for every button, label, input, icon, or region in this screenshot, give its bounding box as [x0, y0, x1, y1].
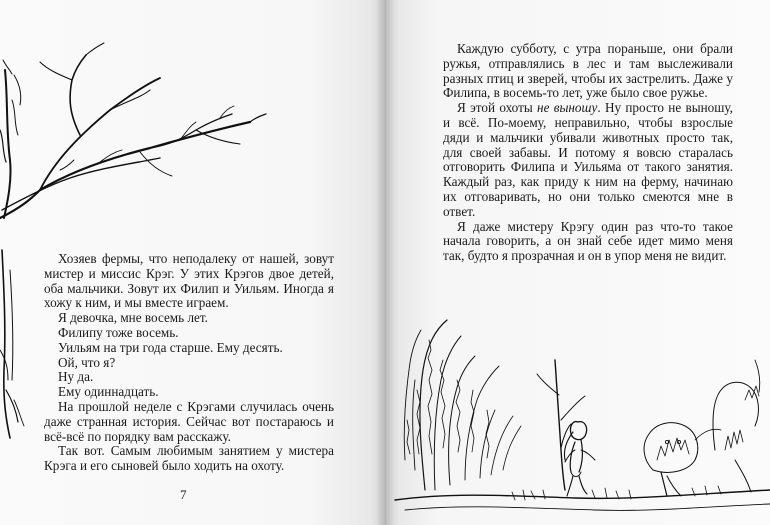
paragraph: Ну да. [58, 369, 94, 385]
paragraph-text: . Ну просто не выношу, и всё. По-моему, неправильно, чтобы взрослые дяди и мальчики убивали животных просто так, для своей забавы. И потому я вовсю старалась отговорить Филипа и Уильяма от такого занятия. Каждый раз, как приду к ним на ферму, начинаю их отговаривать, но они только смеются мне в ответ. [443, 100, 733, 219]
tree-branch-illustration [0, 40, 270, 255]
paragraph: Филипу тоже восемь. [58, 324, 179, 340]
landscape-illustration [395, 300, 770, 525]
paragraph: Ой, что я? [58, 354, 116, 370]
paragraph: На прошлой неделе с Крэгами случилась очень даже странная история. Сейчас вот постараюсь и всё-всё по порядку вам расскажу. [44, 398, 334, 444]
paragraph [443, 101, 733, 219]
paragraph-text: Я этой охоты [457, 100, 538, 116]
paragraph: Каждую субботу, с утра пораньше, они брали ружья, отправлялись в лес и там выслеживали разных птиц и зверей, чтобы их застрелить. Даже у Филипа, в восемь-то лет, уже было свое ружье. [443, 41, 733, 101]
paragraph: Уильям на три года старше. Ему десять. [58, 339, 283, 355]
paragraph: Я даже мистеру Крэгу один раз что-то такое начала говорить, а он знай себе идет мимо меня так, будто я прозрачная и он в упор меня не видит. [443, 218, 733, 264]
tree-trunk-illustration [0, 250, 30, 440]
book-gutter [376, 0, 394, 525]
emphasis-text: не выношу [537, 100, 598, 116]
left-page-text [44, 252, 334, 474]
paragraph: Ему одиннадцать. [58, 384, 159, 400]
paragraph: Хозяев фермы, что неподалеку от нашей, зовут мистер и миссис Крэг. У этих Крэгов двое детей, оба мальчики. Зовут их Филип и Уильям. Иногда я хожу к ним, и мы вместе играем. [44, 251, 334, 311]
right-page [385, 0, 770, 525]
page-number: 7 [180, 487, 187, 502]
paragraph: Я девочка, мне восемь лет. [58, 310, 208, 326]
paragraph: Так вот. Самым любимым занятием у мистера Крэга и его сыновей было ходить на охоту. [44, 443, 334, 474]
right-page-text [443, 42, 733, 264]
